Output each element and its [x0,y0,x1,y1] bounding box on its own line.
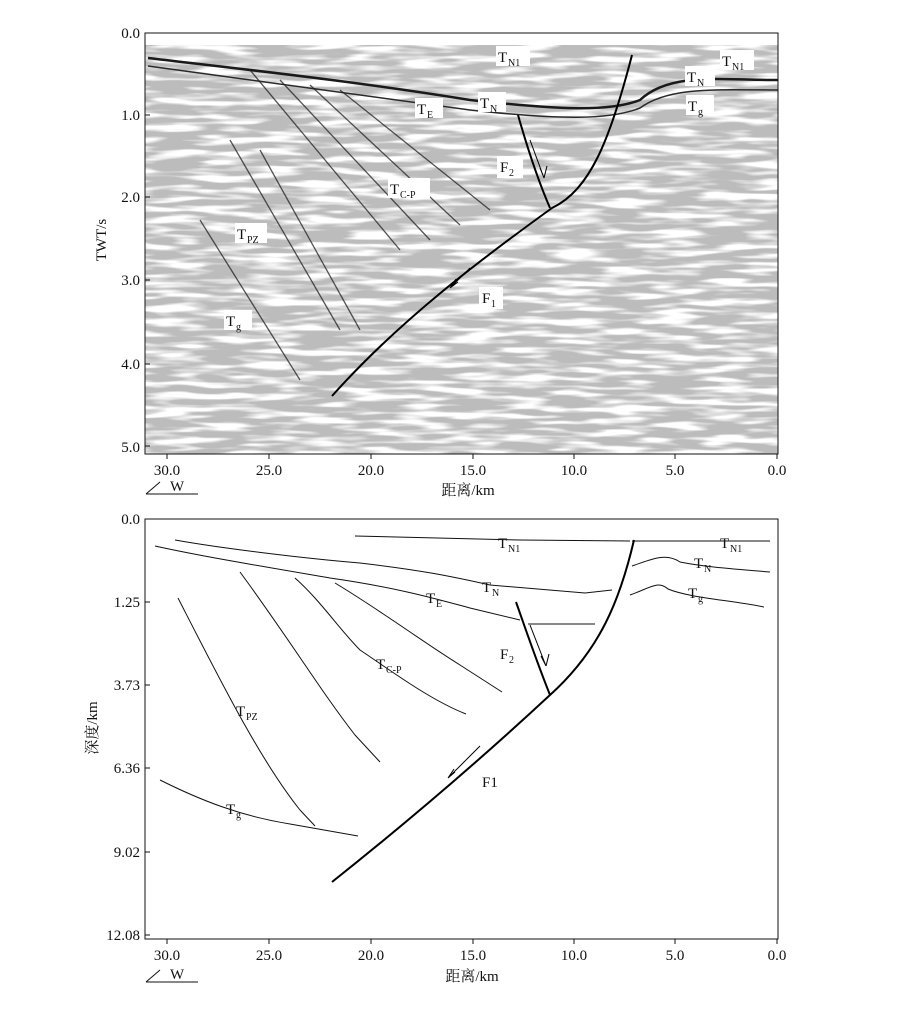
svg-text:T: T [687,70,697,86]
upper-y-tick: 1.0 [121,108,140,124]
svg-text:N1: N1 [508,544,521,555]
upper-x-tick: 5.0 [665,463,685,479]
svg-text:2: 2 [509,655,514,666]
fault-label-f2 [500,647,514,666]
lower-x-tick: 30.0 [153,948,181,964]
svg-text:N1: N1 [732,62,745,73]
svg-text:N1: N1 [730,544,743,555]
svg-text:T: T [417,102,427,118]
svg-text:T: T [226,802,236,818]
lower-x-tick: 5.0 [665,948,685,964]
lower-y-tick: 3.73 [113,678,140,694]
lower-plot-frame [145,519,778,939]
lower-y-tick: 1.25 [113,595,140,611]
horizon-label-tpz [235,223,267,246]
horizon-label-tn1-left [496,46,530,69]
seismic-panel [94,26,786,499]
fault-label-f1 [479,287,503,310]
svg-text:C-P: C-P [400,190,416,201]
svg-text:g: g [698,107,703,118]
horizon-label-tn-right [685,66,715,89]
upper-x-tick: 25.0 [255,463,283,479]
horizon-label-tg-left [226,802,241,821]
lower-y-axis-label: 深度/km [85,701,101,755]
svg-text:PZ: PZ [247,235,259,246]
svg-text:T: T [688,99,698,115]
upper-x-tick: 15.0 [459,463,487,479]
west-arrow [146,967,198,983]
svg-text:T: T [498,50,508,66]
svg-text:g: g [236,810,241,821]
horizon-label-tn1-right [720,536,742,555]
horizon-label-tg-right [686,95,714,118]
horizon-label-tn1-left [498,536,520,555]
upper-x-tick: 0.0 [767,463,787,479]
lower-x-axis-label: 距离/km [445,969,499,985]
svg-text:2: 2 [509,168,514,179]
fault-label-f2 [497,156,523,179]
horizon-label-tpz [236,704,258,723]
lower-x-tick: 20.0 [357,948,385,964]
svg-text:T: T [694,556,704,572]
svg-text:F: F [482,291,491,307]
horizon-label-tcp [388,178,430,201]
lower-y-tick: 9.02 [113,845,140,861]
svg-text:N: N [490,104,498,115]
svg-text:T: T [237,227,247,243]
svg-text:1: 1 [491,299,496,310]
svg-text:T: T [498,536,508,552]
upper-y-axis-label: TWT/s [94,218,110,262]
svg-text:F: F [500,160,509,176]
svg-text:N1: N1 [508,58,521,69]
upper-y-tick: 3.0 [121,273,140,289]
lower-x-tick: 25.0 [255,948,283,964]
upper-x-axis-label: 距离/km [441,483,495,499]
lower-y-tick: 6.36 [113,761,140,777]
svg-text:F: F [500,647,509,663]
svg-text:g: g [698,594,703,605]
horizon-label-tcp [376,657,402,676]
west-arrow [146,479,198,495]
svg-text:T: T [480,96,490,112]
lower-x-tick: 15.0 [459,948,487,964]
svg-text:g: g [236,322,241,333]
svg-text:T: T [426,591,436,607]
svg-text:E: E [436,599,443,610]
svg-text:N: N [492,588,500,599]
svg-text:PZ: PZ [246,712,258,723]
fault-label-f1 [482,775,498,791]
svg-text:T: T [482,580,492,596]
horizon-label-te [415,98,443,121]
horizon-label-tg-left [224,310,252,333]
svg-text:N: N [704,564,712,575]
svg-text:W: W [170,479,185,495]
svg-text:T: T [720,536,730,552]
svg-text:T: T [688,586,698,602]
horizon-label-te [426,591,442,610]
upper-x-tick: 20.0 [357,463,385,479]
svg-text:N: N [697,78,705,89]
svg-text:W: W [170,967,185,983]
depth-panel [83,512,786,985]
horizon-label-tn-right [694,556,711,575]
horizon-label-tn1-right [720,50,754,73]
upper-y-tick: 0.0 [121,26,140,42]
svg-text:T: T [226,314,236,330]
lower-y-tick: 0.0 [121,512,140,528]
svg-text:T: T [376,657,386,673]
svg-text:C-P: C-P [386,665,402,676]
lower-x-tick: 0.0 [767,948,787,964]
upper-y-tick: 2.0 [121,190,140,206]
lower-y-tick: 12.08 [106,928,140,944]
svg-text:T: T [236,704,246,720]
svg-text:T: T [722,54,732,70]
upper-y-tick: 5.0 [121,440,140,456]
horizon-label-tn-left [482,580,499,599]
upper-x-tick: 30.0 [153,463,181,479]
horizon-label-tg-right [688,586,703,605]
fault-f2-line [516,602,550,695]
upper-x-tick: 10.0 [560,463,588,479]
upper-y-tick: 4.0 [121,357,140,373]
svg-text:E: E [427,110,434,121]
svg-text:F1: F1 [482,775,498,791]
lower-x-tick: 10.0 [560,948,588,964]
horizon-label-tn-left [478,92,506,115]
svg-text:T: T [390,182,400,198]
